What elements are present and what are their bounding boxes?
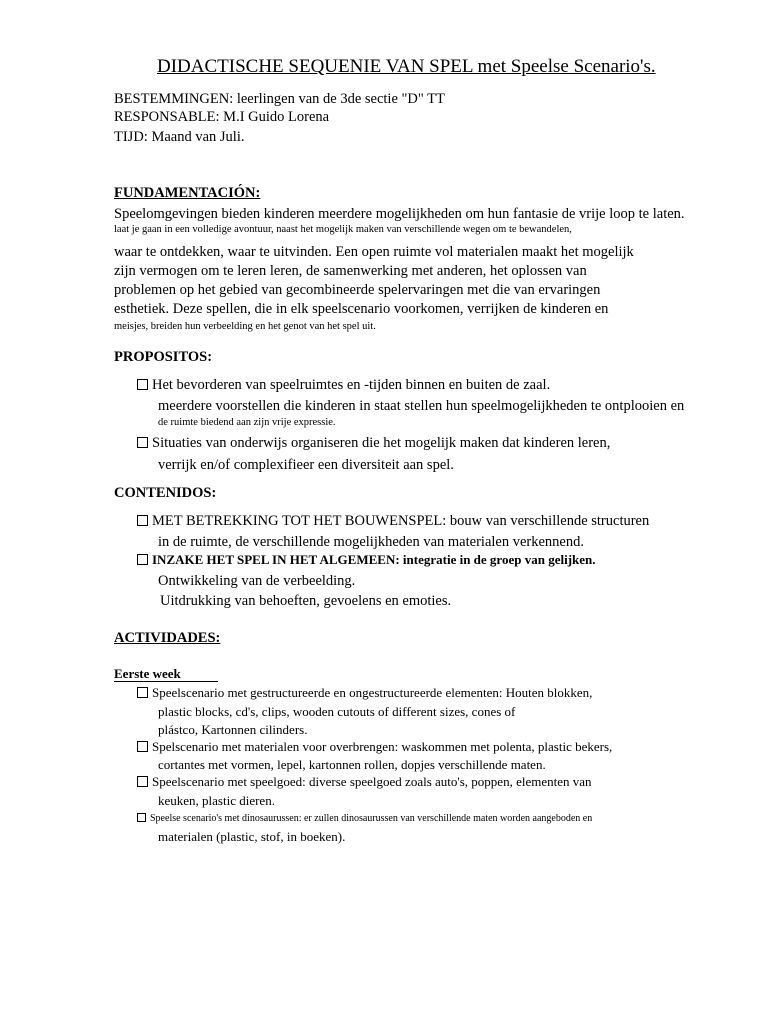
bullet-box-icon — [137, 554, 148, 565]
bullet-box-icon — [137, 515, 148, 526]
tijd-line: TIJD: Maand van Juli. — [114, 129, 245, 145]
actividades-line: plástco, Kartonnen cilinders. — [158, 722, 308, 737]
bullet-box-icon — [137, 379, 148, 390]
fundamentacion-line: meisjes, breiden hun verbeelding en het genot van het spel uit. — [114, 321, 376, 332]
actividades-line: cortantes met vormen, lepel, kartonnen rollen, dopjes verschillende maten. — [158, 757, 546, 772]
propositos-line: meerdere voorstellen die kinderen in staat stellen hun speelmogelijkheden te ontplooien en — [158, 398, 685, 414]
actividades-item: Speelscenario met gestructureerde en ongestructureerde elementen: Houten blokken, — [137, 685, 592, 701]
responsable-line: RESPONSABLE: M.I Guido Lorena — [114, 109, 330, 125]
fundamentacion-line: laat je gaan in een volledige avontuur, naast het mogelijk maken van verschillende wegen om te bewandelen, — [114, 224, 572, 235]
actividades-item: Spelscenario met materialen voor overbrengen: waskommen met polenta, plastic bekers, — [137, 739, 612, 755]
actividades-line: plastic blocks, cd's, clips, wooden cutouts of different sizes, cones of — [158, 704, 516, 719]
actividades-line: keuken, plastic dieren. — [158, 793, 275, 808]
contenidos-line: Uitdrukking van behoeften, gevoelens en emoties. — [160, 593, 452, 609]
fundamentacion-line: waar te ontdekken, waar te uitvinden. Een open ruimte vol materialen maakt het mogelijk — [114, 244, 634, 260]
bestemmingen-line: BESTEMMINGEN: leerlingen van de 3de sectie "D" TT — [114, 91, 445, 107]
actividades-line: materialen (plastic, stof, in boeken). — [158, 829, 346, 844]
bullet-box-icon — [137, 687, 148, 698]
bullet-box-icon — [137, 741, 148, 752]
contenidos-line: Ontwikkeling van de verbeelding. — [158, 573, 356, 589]
contenidos-item: MET BETREKKING TOT HET BOUWENSPEL: bouw van verschillende structuren — [137, 512, 649, 530]
actividades-item: Speelse scenario's met dinosaurussen: er zullen dinosaurussen van verschillende maten worden aangeboden en — [137, 812, 592, 826]
page-title: DIDACTISCHE SEQUENIE VAN SPEL met Speelse Scenario's. — [157, 56, 656, 77]
contenidos-heading: CONTENIDOS: — [114, 485, 217, 501]
fundamentacion-heading: FUNDAMENTACIÓN: — [114, 185, 261, 201]
contenidos-item: INZAKE HET SPEL IN HET ALGEMEEN: integratie in de groep van gelijken. — [137, 552, 596, 568]
fundamentacion-line: zijn vermogen om te leren leren, de samenwerking met anderen, het oplossen van — [114, 263, 587, 279]
bullet-box-icon — [137, 437, 148, 448]
bullet-box-icon — [137, 776, 148, 787]
propositos-item: Situaties van onderwijs organiseren die het mogelijk maken dat kinderen leren, — [137, 434, 610, 452]
fundamentacion-line: problemen op het gebied van gecombineerde spelervaringen met die van ervaringen — [114, 282, 601, 298]
propositos-heading: PROPOSITOS: — [114, 349, 213, 365]
actividades-heading: ACTIVIDADES: — [114, 630, 221, 646]
fundamentacion-line: esthetiek. Deze spellen, die in elk speelscenario voorkomen, verrijken de kinderen en — [114, 301, 609, 317]
bullet-box-icon — [137, 813, 146, 822]
propositos-line: verrijk en/of complexifieer een diversiteit aan spel. — [158, 457, 454, 473]
propositos-item: Het bevorderen van speelruimtes en -tijden binnen en buiten de zaal. — [137, 376, 550, 394]
fundamentacion-line: Speelomgevingen bieden kinderen meerdere mogelijkheden om hun fantasie de vrije loop te laten. — [114, 206, 685, 222]
week-heading: Eerste week — [114, 667, 218, 682]
propositos-line: de ruimte biedend aan zijn vrije expressie. — [158, 417, 336, 428]
contenidos-line: in de ruimte, de verschillende mogelijkheden van materialen verkennend. — [158, 534, 584, 550]
actividades-item: Speelscenario met speelgoed: diverse speelgoed zoals auto's, poppen, elementen van — [137, 774, 592, 790]
